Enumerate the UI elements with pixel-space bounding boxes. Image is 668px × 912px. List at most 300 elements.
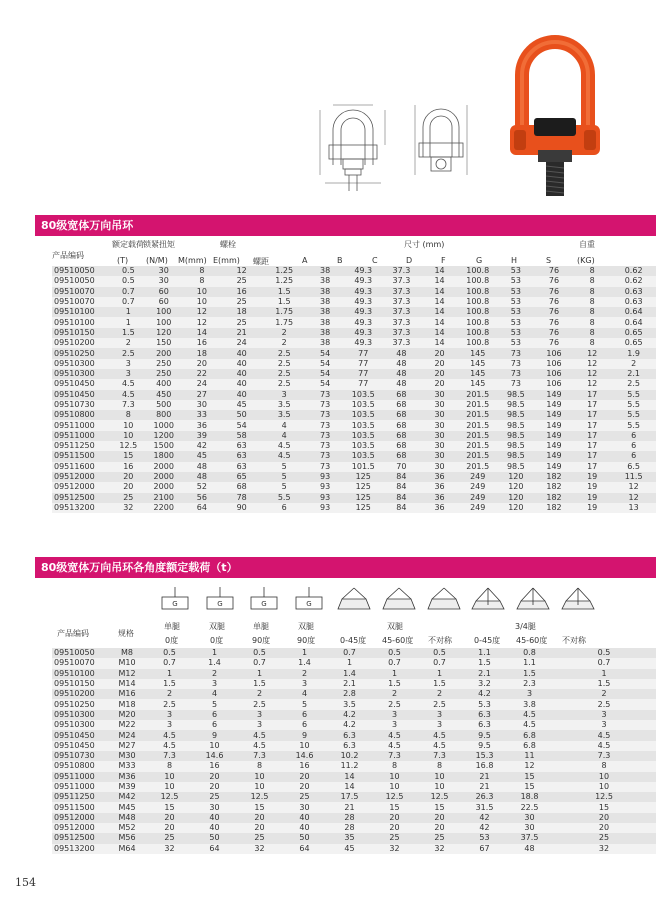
table-cell: 64 [192, 844, 237, 854]
table-cell: 8 [573, 266, 611, 276]
table-cell: 20 [417, 813, 462, 823]
table-cell: 0.62 [611, 276, 656, 286]
table-cell: 17 [573, 451, 611, 461]
table-row [52, 844, 656, 854]
table-cell: 36 [183, 420, 221, 430]
table-cell: 20 [282, 782, 327, 792]
header-e-mm: E(mm) [213, 256, 240, 265]
table-cell: 16 [192, 761, 237, 771]
table-cell: 101.5 [344, 462, 382, 472]
header2-spec: 规格 [118, 629, 134, 638]
table-cell: 1.5 [147, 679, 192, 689]
table-cell: 1 [192, 648, 237, 658]
section-title-rated-load-angles: 80级宽体万向吊环各角度额定载荷（t） [35, 557, 656, 578]
table-cell: 3 [417, 710, 462, 720]
table-row [52, 823, 656, 833]
table-cell: 16 [112, 462, 145, 472]
table-cell: 64 [183, 503, 221, 513]
table-cell: 10.2 [327, 751, 372, 761]
table-cell: 125 [344, 493, 382, 503]
table-row [52, 802, 656, 812]
table-cell: 20 [147, 823, 192, 833]
table-cell: 37.3 [382, 338, 420, 348]
table-row [52, 772, 656, 782]
table-cell: 11 [507, 751, 552, 761]
table-cell: 20 [282, 772, 327, 782]
table-row [52, 710, 656, 720]
table-cell: 76 [535, 317, 573, 327]
table-cell: 4.5 [262, 441, 306, 451]
table-cell: 10 [183, 287, 221, 297]
table-cell: 70 [382, 462, 420, 472]
table-cell: M30 [107, 751, 147, 761]
table-row [52, 699, 656, 709]
table-cell: 50 [282, 833, 327, 843]
table-cell: 68 [382, 410, 420, 420]
table-cell: 11.5 [611, 472, 656, 482]
table-cell: 28 [327, 813, 372, 823]
table-row [52, 297, 656, 307]
table-cell: 0.65 [611, 328, 656, 338]
table-cell: 5.5 [611, 400, 656, 410]
table-cell: 40 [282, 813, 327, 823]
table-cell: 09510050 [52, 266, 112, 276]
technical-drawing-front [305, 95, 400, 195]
table-cell: 25 [372, 833, 417, 843]
table-cell: 20 [552, 823, 656, 833]
table-cell: 2 [611, 359, 656, 369]
table-cell: 6.3 [462, 720, 507, 730]
table-cell: 100.8 [459, 276, 497, 286]
table-cell: 37.3 [382, 307, 420, 317]
table-cell: 5 [262, 472, 306, 482]
table-cell: 249 [459, 482, 497, 492]
table-cell: 37.3 [382, 276, 420, 286]
table-cell: 2.5 [552, 699, 656, 709]
table-cell: 37.3 [382, 297, 420, 307]
table-cell: 15 [507, 782, 552, 792]
table-cell: 98.5 [497, 400, 535, 410]
table-cell: 4.5 [237, 730, 282, 740]
table-cell: 09512500 [52, 493, 112, 503]
table-cell: 0.5 [147, 648, 192, 658]
table-cell: 76 [535, 297, 573, 307]
table-cell: 3 [237, 710, 282, 720]
table-cell: 40 [192, 823, 237, 833]
table-cell: 1.4 [327, 669, 372, 679]
table-cell: 73 [306, 462, 344, 472]
table-cell: 400 [145, 379, 183, 389]
table-cell: 09510070 [52, 658, 107, 668]
table-cell: 24 [221, 338, 262, 348]
table-cell: 1200 [145, 431, 183, 441]
table-cell: 48 [382, 379, 420, 389]
table-cell: 3 [112, 359, 145, 369]
table-cell: 201.5 [459, 390, 497, 400]
table-cell: 182 [535, 503, 573, 513]
table-cell: 54 [306, 369, 344, 379]
table-cell: 09510200 [52, 338, 112, 348]
table-cell: 49.3 [344, 317, 382, 327]
table-cell: 120 [145, 328, 183, 338]
table-cell: 8 [573, 338, 611, 348]
header2-deg45-60b: 45-60度 [516, 636, 548, 645]
table-cell: 182 [535, 482, 573, 492]
table-cell: 17 [573, 390, 611, 400]
table-cell: 12 [611, 493, 656, 503]
table-cell: 93 [306, 482, 344, 492]
table-cell: 201.5 [459, 462, 497, 472]
svg-text:G: G [217, 600, 223, 608]
table-cell: 45 [183, 451, 221, 461]
table-cell: 12 [183, 317, 221, 327]
table-cell: 10 [372, 772, 417, 782]
table-cell: 2 [282, 669, 327, 679]
table-cell: 3 [552, 720, 656, 730]
table-cell: 201.5 [459, 420, 497, 430]
header2-asym-a: 不对称 [428, 636, 452, 645]
table-cell: 149 [535, 400, 573, 410]
table-cell: 09510100 [52, 669, 107, 679]
table-cell: 6 [192, 720, 237, 730]
table-cell: M8 [107, 648, 147, 658]
table-cell: 30 [145, 276, 183, 286]
table-cell: 1.5 [262, 297, 306, 307]
table-cell: 09510100 [52, 317, 112, 327]
table-cell: 0.5 [417, 648, 462, 658]
table-cell: 800 [145, 410, 183, 420]
table-cell: 73 [497, 369, 535, 379]
table-cell: 1.5 [237, 679, 282, 689]
table-cell: 19 [573, 493, 611, 503]
lifting-diagram-icon [470, 585, 506, 613]
table-cell: 38 [306, 276, 344, 286]
table-cell: 09510050 [52, 276, 112, 286]
table-cell: 0.7 [112, 297, 145, 307]
table-cell: 201.5 [459, 451, 497, 461]
header2-product-code: 产品编码 [57, 629, 89, 638]
table-cell: 8 [417, 761, 462, 771]
table-cell: 12 [573, 379, 611, 389]
table-cell: 6.8 [507, 730, 552, 740]
header2-deg90-a: 90度 [252, 636, 271, 645]
table-cell: 14 [420, 276, 458, 286]
table-cell: 125 [344, 472, 382, 482]
header-rated-load: 额定载荷 [112, 240, 144, 249]
table-cell: 2.5 [262, 369, 306, 379]
table-cell: 6.5 [611, 462, 656, 472]
header2-double-leg-c: 双腿 [387, 622, 403, 631]
table-cell: 4.5 [552, 730, 656, 740]
table-cell: 15 [417, 802, 462, 812]
table-cell: 77 [344, 369, 382, 379]
table-cell: 32 [147, 844, 192, 854]
header2-deg45-60: 45-60度 [382, 636, 414, 645]
table-cell: 0.5 [112, 276, 145, 286]
table-cell: 30 [420, 420, 458, 430]
table-cell: 1 [112, 317, 145, 327]
table-cell: 2 [552, 689, 656, 699]
table-cell: 1000 [145, 420, 183, 430]
table-cell: 19 [573, 472, 611, 482]
table-cell: 249 [459, 472, 497, 482]
table-cell: 2 [262, 328, 306, 338]
table-cell: 1.4 [192, 658, 237, 668]
table-cell: 38 [306, 338, 344, 348]
header2-double-leg-a: 双腿 [209, 622, 225, 631]
table-cell: 09510450 [52, 390, 112, 400]
table-cell: 16.8 [462, 761, 507, 771]
table-cell: 49.3 [344, 328, 382, 338]
table-cell: 8 [552, 761, 656, 771]
table-row [52, 792, 656, 802]
table-row [52, 482, 656, 492]
table-cell: 36 [420, 482, 458, 492]
table-cell: 09510450 [52, 379, 112, 389]
table-cell: 54 [306, 379, 344, 389]
header2-deg0-b: 0度 [210, 636, 224, 645]
header2-deg0-45: 0-45度 [340, 636, 367, 645]
table-cell: 100.8 [459, 266, 497, 276]
table-cell: 4.5 [237, 741, 282, 751]
table-cell: M52 [107, 823, 147, 833]
header-f: F [441, 256, 446, 265]
table-cell: 2.5 [262, 348, 306, 358]
table-cell: 21 [221, 328, 262, 338]
table-cell: 37.3 [382, 266, 420, 276]
table-cell: 12.5 [417, 792, 462, 802]
table-row [52, 462, 656, 472]
table-cell: 145 [459, 379, 497, 389]
table-cell: 98.5 [497, 390, 535, 400]
table-cell: 17 [573, 441, 611, 451]
table-cell: 120 [497, 493, 535, 503]
table-cell: 98.5 [497, 420, 535, 430]
table-cell: 09510070 [52, 297, 112, 307]
table-cell: 2.3 [507, 679, 552, 689]
table-cell: 4.5 [147, 730, 192, 740]
table-cell: 100.8 [459, 338, 497, 348]
table-cell: 500 [145, 400, 183, 410]
table-row [52, 720, 656, 730]
table-cell: M10 [107, 658, 147, 668]
table-cell: 32 [372, 844, 417, 854]
table-cell: 6 [192, 710, 237, 720]
header2-deg0-45b: 0-45度 [474, 636, 501, 645]
header-h: H [511, 256, 518, 265]
table-cell: 1.5 [507, 669, 552, 679]
table-cell: 103.5 [344, 420, 382, 430]
table-cell: 73 [306, 451, 344, 461]
table-cell: 2000 [145, 472, 183, 482]
header2-single-leg-a: 单腿 [164, 622, 180, 631]
table-cell: 3.5 [327, 699, 372, 709]
table-cell: 149 [535, 441, 573, 451]
header-m-mm: M(mm) [178, 256, 207, 265]
table-cell: 09510250 [52, 348, 112, 358]
table-cell: 2.5 [417, 699, 462, 709]
table-cell: 9 [192, 730, 237, 740]
table-cell: 09512000 [52, 472, 112, 482]
table-row [52, 658, 656, 668]
table-cell: 201.5 [459, 431, 497, 441]
table-cell: 2.1 [611, 369, 656, 379]
table-row [52, 338, 656, 348]
table-cell: 60 [145, 287, 183, 297]
table-row [52, 751, 656, 761]
table-cell: 2200 [145, 503, 183, 513]
table-cell: 1.25 [262, 276, 306, 286]
table-cell: 27 [183, 390, 221, 400]
lifting-diagram-icon [560, 585, 596, 613]
table-cell: 21 [462, 782, 507, 792]
table-cell: 48 [183, 472, 221, 482]
table-cell: 18 [183, 348, 221, 358]
table-cell: 68 [382, 441, 420, 451]
table-cell: M56 [107, 833, 147, 843]
table-row [52, 420, 656, 430]
table-cell: 30 [507, 823, 552, 833]
table-cell: 12 [183, 307, 221, 317]
table-cell: 77 [344, 359, 382, 369]
table-cell: 9.5 [462, 741, 507, 751]
table-cell: 1.9 [611, 348, 656, 358]
table-cell: 19 [573, 482, 611, 492]
table-row [52, 431, 656, 441]
table-cell: 14 [327, 772, 372, 782]
table-cell: 09510050 [52, 648, 107, 658]
table-cell: 3 [417, 720, 462, 730]
table-cell: 30 [420, 441, 458, 451]
header-dimension: 尺寸 (mm) [404, 240, 445, 249]
table-cell: 09512000 [52, 482, 112, 492]
table-cell: 17.5 [327, 792, 372, 802]
table-cell: 09512000 [52, 813, 107, 823]
table-cell: 149 [535, 462, 573, 472]
table-cell: 3 [147, 720, 192, 730]
table-cell: 2.5 [262, 359, 306, 369]
table-cell: 0.5 [237, 648, 282, 658]
table-cell: 35 [327, 833, 372, 843]
table-cell: 0.63 [611, 297, 656, 307]
table-cell: 14 [420, 338, 458, 348]
table-cell: 0.64 [611, 307, 656, 317]
header-unit-kg: (KG) [577, 256, 595, 265]
table-cell: 20 [417, 823, 462, 833]
table-row [52, 359, 656, 369]
table-cell: 20 [420, 369, 458, 379]
table-cell: 14 [420, 266, 458, 276]
table-cell: 25 [192, 792, 237, 802]
table-cell: 53 [497, 328, 535, 338]
table-cell: 4.5 [147, 741, 192, 751]
table-cell: 149 [535, 431, 573, 441]
table-cell: 201.5 [459, 441, 497, 451]
table-cell: 09511000 [52, 772, 107, 782]
table-cell: 54 [306, 359, 344, 369]
table-cell: 100.8 [459, 297, 497, 307]
table-cell: 30 [183, 400, 221, 410]
table-cell: M33 [107, 761, 147, 771]
table-row [52, 400, 656, 410]
page-number: 154 [15, 876, 36, 889]
lifting-diagram-icon [202, 585, 238, 613]
table-cell: 09511000 [52, 782, 107, 792]
table-cell: 40 [221, 390, 262, 400]
table-cell: 0.65 [611, 338, 656, 348]
table-cell: 09510450 [52, 730, 107, 740]
table-cell: 20 [372, 823, 417, 833]
table-cell: 25 [221, 317, 262, 327]
table-row [52, 266, 656, 276]
table-cell: 0.7 [237, 658, 282, 668]
table-cell: 76 [535, 287, 573, 297]
table-cell: 3 [507, 689, 552, 699]
table-cell: 18 [221, 307, 262, 317]
table-cell: 20 [192, 772, 237, 782]
table-cell: 09510300 [52, 369, 112, 379]
table-cell: 56 [183, 493, 221, 503]
table-cell: M16 [107, 689, 147, 699]
table-cell: 40 [221, 359, 262, 369]
table-cell: 9.5 [462, 730, 507, 740]
table-cell: 15 [507, 772, 552, 782]
table-cell: 3 [282, 679, 327, 689]
table-cell: 18.8 [507, 792, 552, 802]
table-cell: 7.3 [112, 400, 145, 410]
table-cell: 149 [535, 390, 573, 400]
table-cell: M42 [107, 792, 147, 802]
table-cell: 73 [306, 390, 344, 400]
table-cell: 6 [262, 503, 306, 513]
table-cell: 67 [462, 844, 507, 854]
table-cell: 2 [262, 338, 306, 348]
table-cell: 93 [306, 503, 344, 513]
table-cell: 76 [535, 338, 573, 348]
table-cell: 09512500 [52, 833, 107, 843]
table-cell: 98.5 [497, 410, 535, 420]
lifting-diagram-icon [291, 585, 327, 613]
table-cell: 09510300 [52, 710, 107, 720]
table-cell: 1.75 [262, 317, 306, 327]
table-cell: 10 [237, 772, 282, 782]
table-cell: 77 [344, 379, 382, 389]
table-cell: 30 [507, 813, 552, 823]
table-cell: 49.3 [344, 307, 382, 317]
table-cell: 4.5 [417, 741, 462, 751]
table-cell: 20 [552, 813, 656, 823]
table-cell: 30 [145, 266, 183, 276]
table-cell: 2000 [145, 482, 183, 492]
table-cell: M20 [107, 710, 147, 720]
table-row [52, 410, 656, 420]
table-cell: 20 [237, 823, 282, 833]
table-cell: 0.64 [611, 317, 656, 327]
table-cell: 65 [221, 472, 262, 482]
table-cell: 3 [372, 710, 417, 720]
table-cell: 1 [327, 658, 372, 668]
table-cell: 78 [221, 493, 262, 503]
table-cell: 8 [573, 287, 611, 297]
table-cell: 8 [573, 297, 611, 307]
table-cell: 17 [573, 420, 611, 430]
table-cell: 22.5 [507, 802, 552, 812]
table-cell: 7.3 [552, 751, 656, 761]
table-cell: 68 [382, 390, 420, 400]
table-cell: 1500 [145, 441, 183, 451]
table-cell: 14 [183, 328, 221, 338]
table-cell: M64 [107, 844, 147, 854]
